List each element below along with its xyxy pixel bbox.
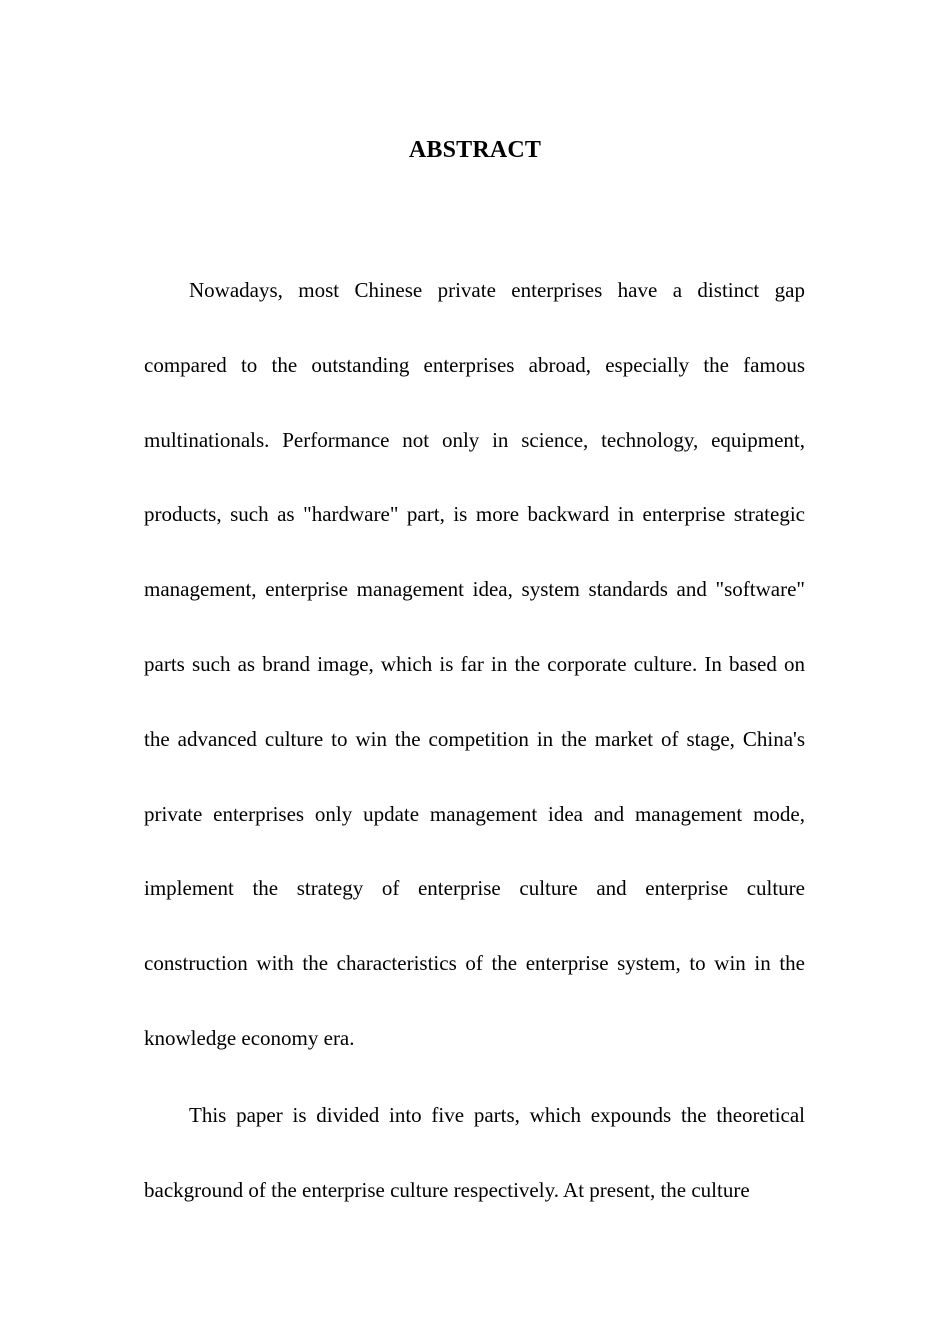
abstract-paragraph-1: Nowadays, most Chinese private enterprises have a distinct gap compared to the outstanding enterprises abroad, especially the famous multinationals. Performance not only in science, technology, equipment, products, such as "hardware" part, is more backward in enterprise strategic management, enterprise management idea, system standards and "software" parts such as brand image, which is far in the corporate culture. In based on the advanced culture to win the competition in the market of stage, China's private enterprises only update management idea and management mode, implement the strategy of enterprise culture and enterprise culture construction with the characteristics of the enterprise system, to win in the knowledge economy era. (144, 278, 805, 1050)
abstract-title: ABSTRACT (408, 137, 542, 163)
abstract-paragraph-2: This paper is divided into five parts, which expounds the theoretical background of the enterprise culture respectively. At present, the culture (144, 1103, 805, 1202)
